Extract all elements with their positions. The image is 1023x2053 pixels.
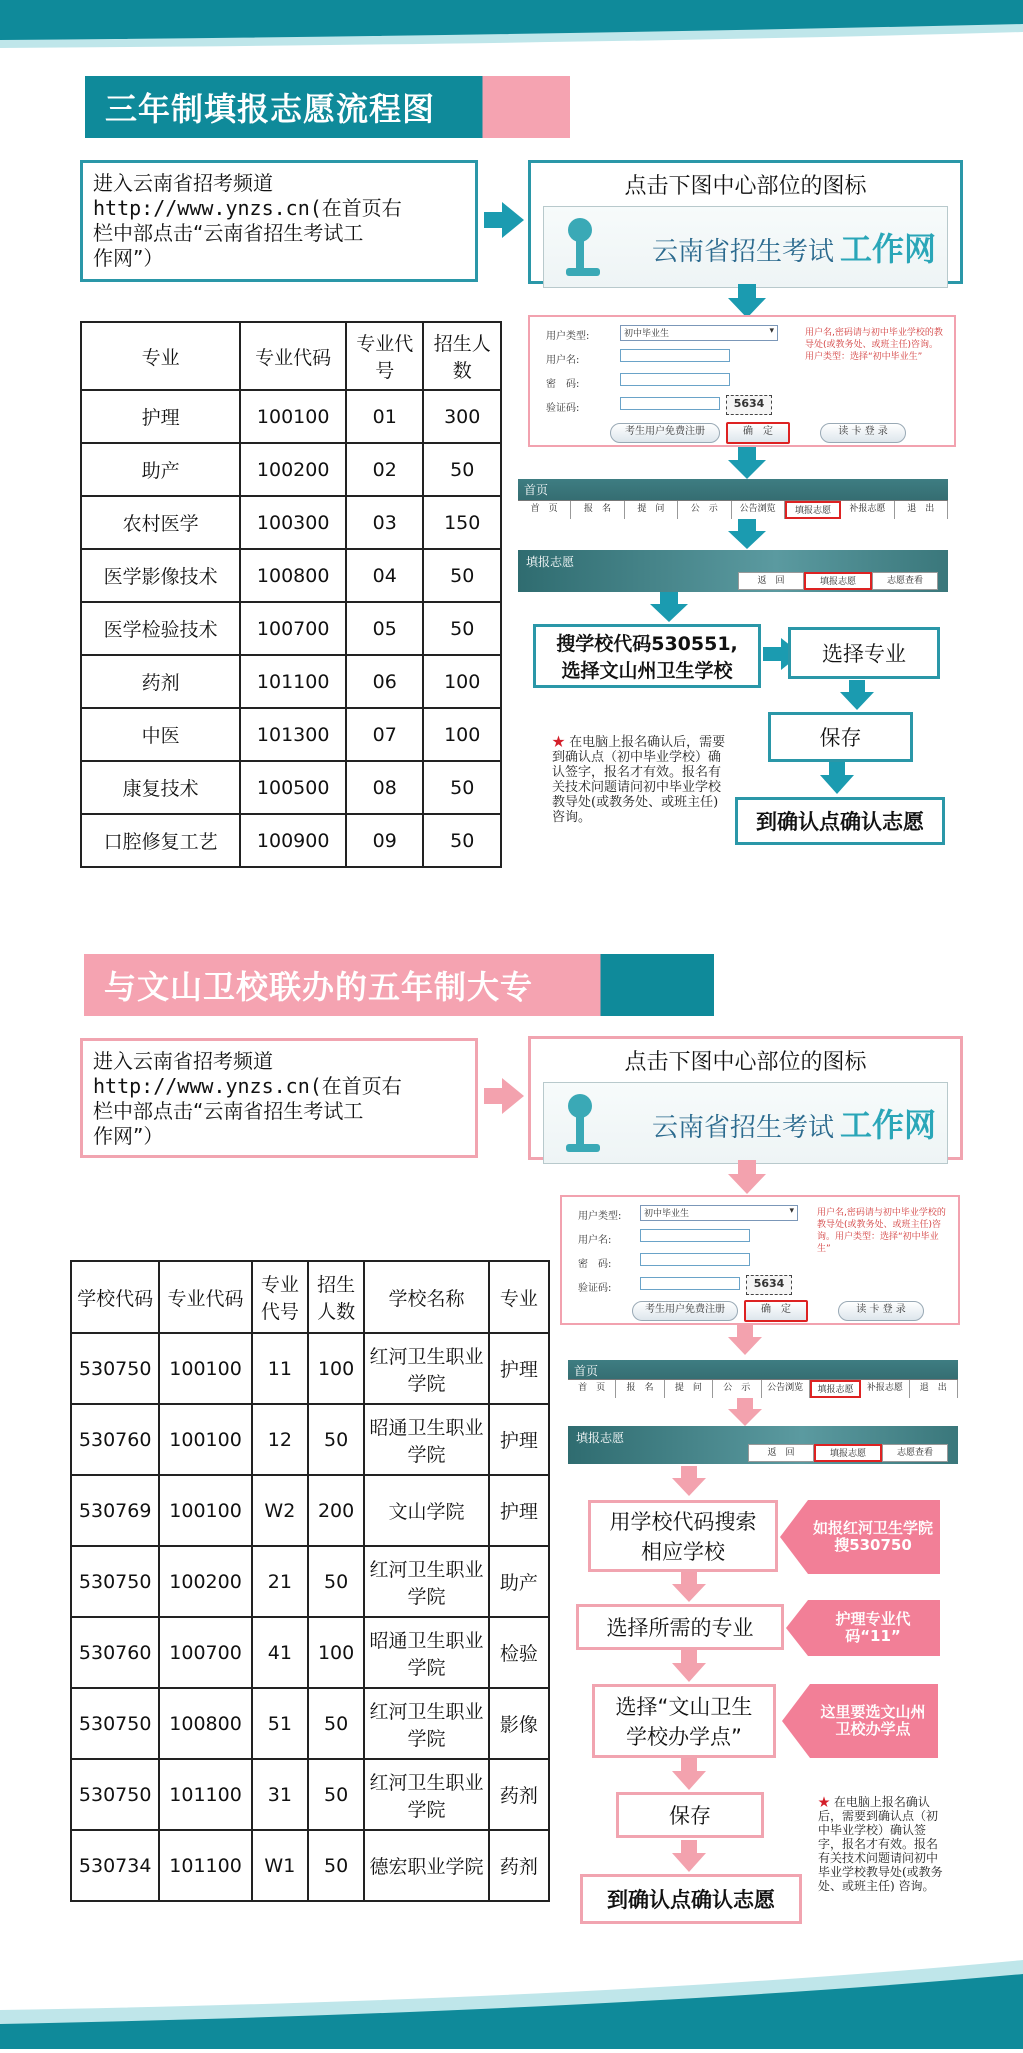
nav-strip [568,1360,958,1398]
login-note: 用户名,密码请与初中毕业学校的教导处(或教务处、或班主任)咨询。用户类型：选择“初中毕业生” [805,328,943,362]
down-arrow [672,1572,706,1606]
table-row [81,443,501,496]
step-text: 选择所需的专业 [606,1616,754,1640]
username-input[interactable] [620,349,730,362]
down-arrow [672,1650,706,1686]
fill-head: 填报志愿 [576,1431,625,1445]
star-icon: ★ [552,735,566,750]
tip-text: 如报红河卫生学院搜530750 [812,1519,933,1554]
nav-item-home[interactable]: 首 页 [518,501,571,519]
intro-line: 进入云南省招考频道 [93,171,273,195]
user-type-select[interactable]: 初中毕业生 ▾ [640,1205,798,1221]
step-text: 搜学校代码530551, [556,633,738,655]
table-cell: 530750 [71,1759,159,1830]
username-label: 用户名: [546,355,580,366]
table-cell: 50 [423,814,501,867]
table-cell: 口腔修复工艺 [81,814,240,867]
table-cell: 02 [346,443,423,496]
table-row [71,1546,549,1617]
card-login-button[interactable]: 读 卡 登 录 [838,1301,924,1321]
table-cell: 530750 [71,1546,159,1617]
table-row [81,708,501,761]
table-cell: 100100 [159,1404,251,1475]
nav-item-announcements[interactable]: 公告浏览 [732,501,785,519]
table-cell: 31 [252,1759,308,1830]
logo-name-bold: 工作网 [840,1106,937,1144]
down-arrow [728,519,766,553]
table-cell: 影像 [489,1688,549,1759]
table-header-cell: 招生人数 [308,1261,364,1333]
nav-item-home[interactable]: 首 页 [568,1380,616,1398]
nav-item-fill[interactable]: 填报志愿 [810,1380,861,1398]
logo-caption: 点击下图中心部位的图标 [624,174,867,199]
step-text: 保存 [819,726,862,750]
captcha-input[interactable] [640,1277,740,1290]
table-header-row [81,322,501,390]
tip-text: 这里要选文山州卫校办学点 [820,1703,926,1738]
right-arrow [484,200,526,244]
table-row [81,761,501,814]
nav-item-ask[interactable]: 提 问 [665,1380,713,1398]
table-cell: 医学影像技术 [81,549,240,602]
table-cell: 21 [252,1546,308,1617]
step-text: 选择文山州卫生学校 [561,660,733,682]
fill-item-back[interactable]: 返 回 [748,1444,814,1462]
section2-intro-box [80,1038,478,1158]
table-cell: 药剂 [489,1830,549,1901]
table-cell: 100100 [240,390,346,443]
login-form [560,1195,960,1325]
table-cell: 农村医学 [81,496,240,549]
login-note: 用户名,密码请与初中毕业学校的教导处(或教务处、或班主任)咨询。用户类型：选择“初中毕业生” [817,1208,946,1254]
table-cell: 150 [423,496,501,549]
user-type-label: 用户类型: [546,331,590,342]
nav-head: 首页 [574,1364,599,1378]
table-cell: 50 [308,1546,364,1617]
section2-title: 与文山卫校联办的五年制大专 [104,968,534,1006]
section1-major-table [80,321,502,868]
nav-item-ask[interactable]: 提 问 [625,501,678,519]
table-cell: 530734 [71,1830,159,1901]
down-arrow [672,1466,706,1500]
intro-url-line: http://www.ynzs.cn(在首页右 [93,1074,402,1098]
table-cell: 100200 [240,443,346,496]
logo-name-bold: 工作网 [840,230,937,268]
intro-line: 作网”） [93,1124,164,1148]
table-cell: 护理 [489,1333,549,1404]
table-cell: 药剂 [81,655,240,708]
step-text: 到确认点确认志愿 [756,810,924,834]
confirm-button[interactable]: 确 定 [744,1300,808,1322]
table-cell: 50 [423,602,501,655]
nav-item-notice[interactable]: 公 示 [713,1380,761,1398]
top-decor-band [0,0,1023,48]
intro-line: 栏中部点击“云南省招生考试工 [93,1099,364,1123]
table-cell: 50 [423,549,501,602]
table-header-cell: 专业代码 [240,322,346,390]
captcha-label: 验证码: [546,403,580,414]
section1-title: 三年制填报志愿流程图 [105,90,436,128]
table-cell: 助产 [489,1546,549,1617]
register-button[interactable]: 考生用户免费注册 [610,423,720,443]
fill-head: 填报志愿 [526,555,575,569]
logo-link[interactable] [543,206,948,288]
table-cell: 红河卫生职业学院 [364,1688,489,1759]
table-cell: 助产 [81,443,240,496]
tip-callout [786,1600,940,1656]
nav-menu [518,500,948,519]
table-cell: 530760 [71,1617,159,1688]
table-cell: 50 [308,1404,364,1475]
table-cell: 红河卫生职业学院 [364,1546,489,1617]
note-text: 在电脑上报名确认后，需要到确认点（初中毕业学校）确认签字，报名才有效。报名有关技术问题请问初中毕业学校教导处(或教务处、或班主任) 咨询。 [552,735,726,825]
table-row [71,1333,549,1404]
step-confirm [580,1874,802,1924]
nav-item-logout[interactable]: 退 出 [910,1380,958,1398]
section2-school-table [70,1260,550,1902]
table-cell: 08 [346,761,423,814]
table-header-cell: 专业 [489,1261,549,1333]
table-cell: 04 [346,549,423,602]
table-cell: 100 [423,708,501,761]
table-cell: 530750 [71,1333,159,1404]
table-header-cell: 专业代号 [346,322,423,390]
table-header-cell: 招生人数 [423,322,501,390]
table-cell: 50 [308,1759,364,1830]
down-arrow [672,1840,706,1876]
confirm-button[interactable]: 确 定 [726,422,790,444]
password-label: 密 码: [546,379,580,390]
password-input[interactable] [620,373,730,386]
table-header-cell: 专业代码 [159,1261,251,1333]
nav-menu [568,1379,958,1398]
fill-menu [738,572,938,590]
user-type-label: 用户类型: [578,1211,622,1222]
table-cell: 红河卫生职业学院 [364,1759,489,1830]
section2-note [818,1795,946,1893]
table-cell: 100800 [159,1688,251,1759]
table-cell: W1 [252,1830,308,1901]
table-cell: 100100 [159,1333,251,1404]
tip-callout [780,1500,940,1574]
lamp-icon [562,212,622,282]
table-row [71,1404,549,1475]
table-header-row [71,1261,549,1333]
table-cell: 530769 [71,1475,159,1546]
table-cell: 100100 [159,1475,251,1546]
step-text: 选择“文山卫生学校办学点” [615,1695,753,1749]
table-cell: 300 [423,390,501,443]
table-cell: 100200 [159,1546,251,1617]
step-text: 用学校代码搜索相应学校 [609,1510,757,1564]
table-row [81,549,501,602]
table-cell: W2 [252,1475,308,1546]
fill-item-fill[interactable]: 填报志愿 [804,572,872,590]
nav-item-supplement[interactable]: 补报志愿 [841,501,894,519]
fill-menu [748,1444,948,1462]
login-form [528,315,956,447]
table-cell: 昭通卫生职业学院 [364,1617,489,1688]
table-cell: 51 [252,1688,308,1759]
fill-item-view[interactable]: 志愿查看 [882,1444,948,1462]
down-arrow [728,447,766,483]
table-cell: 11 [252,1333,308,1404]
section1-note [552,735,732,825]
table-row [81,496,501,549]
table-row [71,1617,549,1688]
nav-item-fill[interactable]: 填报志愿 [785,501,841,519]
bottom-wave-graphic [0,1960,1023,2049]
tip-text: 护理专业代码“11” [835,1610,911,1645]
table-row [71,1688,549,1759]
password-input[interactable] [640,1253,750,1266]
table-row [71,1759,549,1830]
table-cell: 100500 [240,761,346,814]
register-button[interactable]: 考生用户免费注册 [632,1301,738,1321]
table-cell: 100700 [240,602,346,655]
table-row [71,1475,549,1546]
user-type-select[interactable]: 初中毕业生 ▾ [620,325,778,341]
captcha-label: 验证码: [578,1283,612,1294]
down-arrow [672,1758,706,1794]
card-login-button[interactable]: 读 卡 登 录 [820,423,906,443]
table-cell: 100800 [240,549,346,602]
intro-url-line: http://www.ynzs.cn(在首页右 [93,196,402,220]
table-cell: 200 [308,1475,364,1546]
table-cell: 文山学院 [364,1475,489,1546]
table-cell: 50 [308,1830,364,1901]
step-search-school [588,1500,778,1572]
table-cell: 50 [423,443,501,496]
table-row [81,602,501,655]
table-cell: 德宏职业学院 [364,1830,489,1901]
nav-item-announcements[interactable]: 公告浏览 [762,1380,810,1398]
tip-callout [782,1684,938,1758]
intro-line: 进入云南省招考频道 [93,1049,273,1073]
table-cell: 530750 [71,1688,159,1759]
section2-logo-box [528,1036,963,1160]
captcha-image: 5634 [746,1275,792,1295]
table-cell: 100900 [240,814,346,867]
table-cell: 100 [308,1617,364,1688]
step-text: 到确认点确认志愿 [607,1888,775,1912]
intro-line: 栏中部点击“云南省招生考试工 [93,221,364,245]
step-select-major [576,1604,784,1650]
logo-link[interactable] [543,1082,948,1164]
note-text: 在电脑上报名确认后，需要到确认点（初中毕业学校）确认签字，报名才有效。报名有关技术问题请问初中毕业学校教导处(或教务处、或班主任) 咨询。 [818,1795,943,1893]
table-cell: 06 [346,655,423,708]
logo-name: 云南省招生考试 工作网 [652,230,937,268]
down-arrow [840,680,874,714]
table-cell: 41 [252,1617,308,1688]
table-cell: 50 [308,1688,364,1759]
table-cell: 530760 [71,1404,159,1475]
section2-title-band [84,954,714,1016]
table-cell: 09 [346,814,423,867]
table-cell: 护理 [489,1475,549,1546]
table-cell: 昭通卫生职业学院 [364,1404,489,1475]
table-cell: 50 [423,761,501,814]
table-header-cell: 专业代号 [252,1261,308,1333]
table-cell: 检验 [489,1617,549,1688]
table-cell: 03 [346,496,423,549]
table-cell: 100700 [159,1617,251,1688]
table-cell: 101100 [159,1830,251,1901]
fill-strip [518,550,948,592]
table-row [81,655,501,708]
nav-strip [518,479,948,519]
table-cell: 护理 [489,1404,549,1475]
chevron-down-icon: ▾ [789,1206,794,1216]
table-header-cell: 学校名称 [364,1261,489,1333]
section1-title-band [85,76,570,138]
step-text: 保存 [669,1804,711,1828]
table-cell: 100300 [240,496,346,549]
down-arrow [728,1160,766,1198]
step-confirm [735,797,945,845]
table-row [81,390,501,443]
table-cell: 101100 [159,1759,251,1830]
fill-item-view[interactable]: 志愿查看 [872,572,938,590]
nav-item-notice[interactable]: 公 示 [678,501,731,519]
table-row [81,814,501,867]
table-cell: 护理 [81,390,240,443]
star-icon: ★ [818,1795,831,1809]
section1-logo-box [528,160,963,284]
table-cell: 康复技术 [81,761,240,814]
down-arrow [728,1325,762,1359]
intro-line: 作网”） [93,246,164,270]
table-cell: 药剂 [489,1759,549,1830]
table-cell: 红河卫生职业学院 [364,1333,489,1404]
table-cell: 医学检验技术 [81,602,240,655]
fill-item-fill[interactable]: 填报志愿 [814,1444,882,1462]
table-cell: 100 [423,655,501,708]
captcha-input[interactable] [620,397,720,410]
table-cell: 05 [346,602,423,655]
nav-item-supplement[interactable]: 补报志愿 [861,1380,909,1398]
chevron-down-icon: ▾ [769,326,774,336]
password-label: 密 码: [578,1259,612,1270]
table-cell: 101300 [240,708,346,761]
right-arrow [484,1076,526,1120]
table-cell: 12 [252,1404,308,1475]
step-save [768,712,913,762]
nav-item-register[interactable]: 报 名 [571,501,624,519]
step-save [616,1792,764,1838]
table-header-cell: 学校代码 [71,1261,159,1333]
down-arrow [650,592,688,626]
table-cell: 01 [346,390,423,443]
logo-name: 云南省招生考试 工作网 [652,1106,937,1144]
step-text: 选择专业 [822,642,906,666]
table-cell: 中医 [81,708,240,761]
username-label: 用户名: [578,1235,612,1246]
table-cell: 101100 [240,655,346,708]
table-cell: 100 [308,1333,364,1404]
username-input[interactable] [640,1229,750,1242]
fill-strip [568,1426,958,1464]
step-select-point [592,1684,776,1758]
section1-intro-box [80,160,478,282]
top-wave-graphic [0,0,1023,48]
table-header-cell: 专业 [81,322,240,390]
step-select-major [788,627,940,679]
fill-item-back[interactable]: 返 回 [738,572,804,590]
lamp-icon [562,1088,622,1158]
step-search-school [533,624,761,688]
table-row [71,1830,549,1901]
table-cell: 07 [346,708,423,761]
logo-caption: 点击下图中心部位的图标 [624,1050,867,1075]
nav-item-logout[interactable]: 退 出 [895,501,948,519]
nav-head: 首页 [524,483,549,497]
nav-item-register[interactable]: 报 名 [616,1380,664,1398]
captcha-image: 5634 [726,395,772,415]
bottom-decor-band [0,1960,1023,2049]
down-arrow [820,762,854,798]
